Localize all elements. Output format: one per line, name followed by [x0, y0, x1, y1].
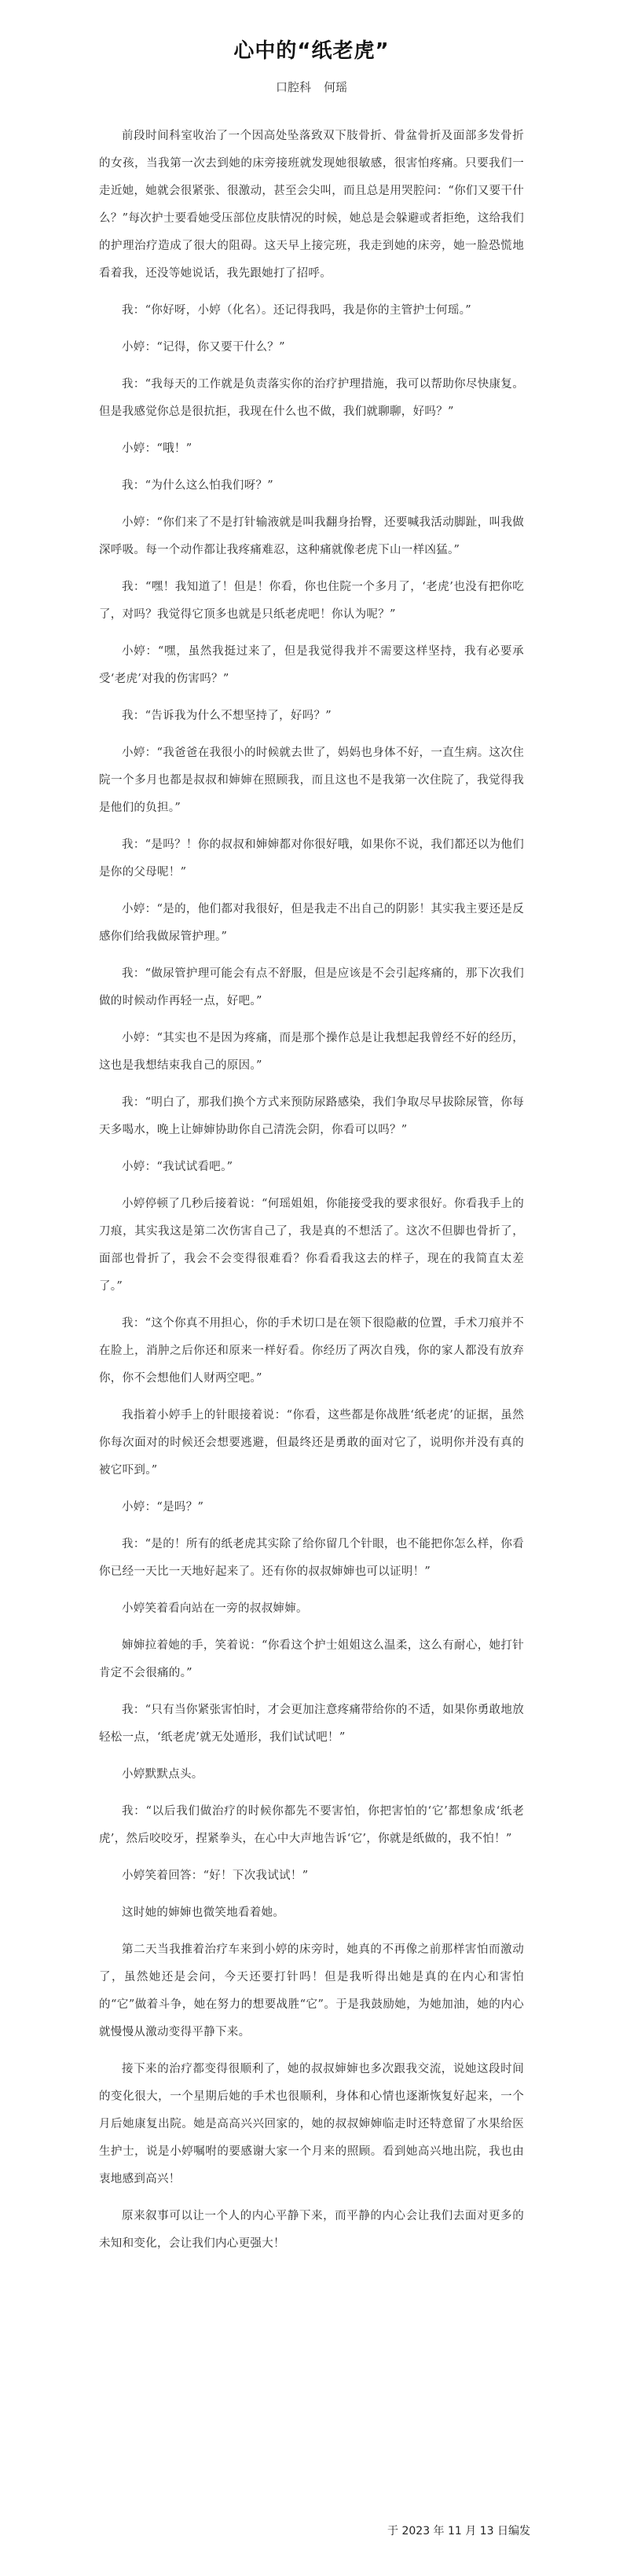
paragraph: 原来叙事可以让一个人的内心平静下来，而平静的内心会让我们去面对更多的未知和变化，会让我们内心更强大！: [99, 2210, 524, 2250]
paragraph: 小婷停顿了几秒后接着说：“何瑶姐姐，你能接受我的要求很好。你看我手上的刀痕，其实我这是第二次伤害自己了，我是真的不想活了。这次不但脚也骨折了，面部也骨折了，我会不会变得很难看？你看看我这去的样子，现在的我简直太差了。”: [99, 1198, 524, 1293]
paragraph: 小婷：“我爸爸在我很小的时候就去世了，妈妈也身体不好，一直生病。这次住院一个多月也都是叔叔和婶婶在照顾我，而且这也不是我第一次住院了，我觉得我是他们的负担。”: [99, 747, 524, 814]
paragraph: 我：“明白了，那我们换个方式来预防尿路感染，我们争取尽早拔除尿管，你每天多喝水，晚上让婶婶协助你自己清洗会阴，你看可以吗？”: [99, 1096, 524, 1136]
paragraph: 小婷：“哦！”: [122, 442, 192, 455]
paragraph: 小婷笑着回答：“好！下次我试试！”: [122, 1870, 309, 1882]
paragraph: 小婷笑着看向站在一旁的叔叔婶婶。: [122, 1602, 308, 1615]
byline: [99, 79, 524, 96]
paragraph: 我：“以后我们做治疗的时候你都先不要害怕，你把害怕的‘它’都想象成‘纸老虎’，然后咬咬牙，捏紧拳头，在心中大声地告诉‘它’，你就是纸做的，我不怕！”: [99, 1805, 524, 1845]
paragraph: 我：“告诉我为什么不想坚持了，好吗？”: [122, 710, 332, 722]
paragraph: 小婷：“其实也不是因为疼痛，而是那个操作总是让我想起我曾经不好的经历，这也是我想结束我自己的原因。”: [99, 1032, 524, 1072]
paragraph: 小婷：“嘿，虽然我挺过来了，但是我觉得我并不需要这样坚持，我有必要承受‘老虎’对我的伤害吗？”: [99, 645, 524, 685]
department-name: 口腔科: [275, 80, 311, 94]
paragraph: 小婷：“记得，你又要干什么？”: [122, 341, 285, 354]
paragraph: 小婷：“是吗？”: [122, 1501, 204, 1514]
paragraph: 我：“你好呀，小婷（化名）。还记得我吗，我是你的主管护士何瑶。”: [122, 304, 471, 317]
author-name: 何瑶: [324, 80, 348, 94]
paragraph: 我：“只有当你紧张害怕时，才会更加注意疼痛带给你的不适，如果你勇敢地放轻松一点，‘纸老虎’就无处遁形，我们试试吧！”: [99, 1704, 524, 1744]
paragraph: 这时她的婶婶也微笑地看着她。: [122, 1906, 285, 1919]
paragraph: 第二天当我推着治疗车来到小婷的床旁时，她真的不再像之前那样害怕而激动了，虽然她还是会问，今天还要打针吗！但是我听得出她是真的在内心和害怕的“它”做着斗争，她在努力的想要战胜“它”。于是我鼓励她，为她加油，她的内心就慢慢从激动变得平静下来。: [99, 1943, 524, 2038]
paragraph: 我指着小婷手上的针眼接着说：“你看，这些都是你战胜‘纸老虎’的证据，虽然你每次面对的时候还会想要逃避，但最终还是勇敢的面对它了，说明你并没有真的被它吓到。”: [99, 1409, 524, 1477]
paragraph: 小婷：“我试试看吧。”: [122, 1161, 233, 1173]
paragraph: 小婷默默点头。: [122, 1768, 203, 1781]
paragraph: 我：“是的！所有的纸老虎其实除了给你留几个针眼，也不能把你怎么样，你看你已经一天比一天地好起来了。还有你的叔叔婶婶也可以证明！”: [99, 1538, 524, 1578]
article-title: 心中的“纸老虎”: [233, 39, 390, 63]
paragraph: 接下来的治疗都变得很顺利了，她的叔叔婶婶也多次跟我交流，说她这段时间的变化很大，一个星期后她的手术也很顺利，身体和心情也逐渐恢复好起来，一个月后她康复出院。她是高高兴兴回家的，她的叔叔婶婶临走时还特意留了水果给医生护士，说是小婷嘱咐的要感谢大家一个月来的照顾。看到她高兴地出院，我也由衷地感到高兴！: [99, 2063, 524, 2185]
paragraph: 小婷：“你们来了不是打针输液就是叫我翻身抬臀，还要喊我活动脚趾，叫我做深呼吸。每一个动作都让我疼痛难忍，这种痛就像老虎下山一样凶猛。”: [99, 516, 524, 556]
paragraph: 我：“是吗？！你的叔叔和婶婶都对你很好哦，如果你不说，我们都还以为他们是你的父母呢！”: [99, 838, 524, 879]
article-body: [99, 123, 524, 2258]
paragraph: 小婷：“是的，他们都对我很好，但是我走不出自己的阴影！其实我主要还是反感你们给我做尿管护理。”: [99, 903, 524, 943]
publish-date-signature: 于 2023 年 11 月 13 日编发: [387, 2525, 530, 2537]
paragraph: 婶婶拉着她的手，笑着说：“你看这个护士姐姐这么温柔，这么有耐心，她打针肯定不会很痛的。”: [99, 1639, 524, 1679]
paragraph: 我：“为什么这么怕我们呀？”: [122, 479, 274, 492]
paragraph: 我：“这个你真不用担心，你的手术切口是在领下很隐蔽的位置，手术刀痕并不在脸上，消肿之后你还和原来一样好看。你经历了两次自残，你的家人都没有放弃你，你不会想他们人财两空吧。”: [99, 1317, 524, 1385]
paragraph: 我：“嘿！我知道了！但是！你看，你也住院一个多月了，‘老虎’也没有把你吃了，对吗？我觉得它顶多也就是只纸老虎吧！你认为呢？”: [99, 581, 524, 621]
paragraph: 我：“我每天的工作就是负责落实你的治疗护理措施，我可以帮助你尽快康复。但是我感觉你总是很抗拒，我现在什么也不做，我们就聊聊，好吗？”: [99, 378, 524, 418]
paragraph: 前段时间科室收治了一个因高处坠落致双下肢骨折、骨盆骨折及面部多发骨折的女孩，当我第一次去到她的床旁接班就发现她很敏感，很害怕疼痛。只要我们一走近她，她就会很紧张、很激动，甚至会尖叫，而且总是用哭腔问：“你们又要干什么？”每次护士要看她受压部位皮肤情况的时候，她总是会躲避或者拒绝，这给我们的护理治疗造成了很大的阻碍。这天早上接完班，我走到她的床旁，她一脸恐慌地看着我，还没等她说话，我先跟她打了招呼。: [99, 130, 524, 280]
paragraph: 我：“做尿管护理可能会有点不舒服，但是应该是不会引起疼痛的，那下次我们做的时候动作再轻一点，好吧。”: [99, 967, 524, 1007]
